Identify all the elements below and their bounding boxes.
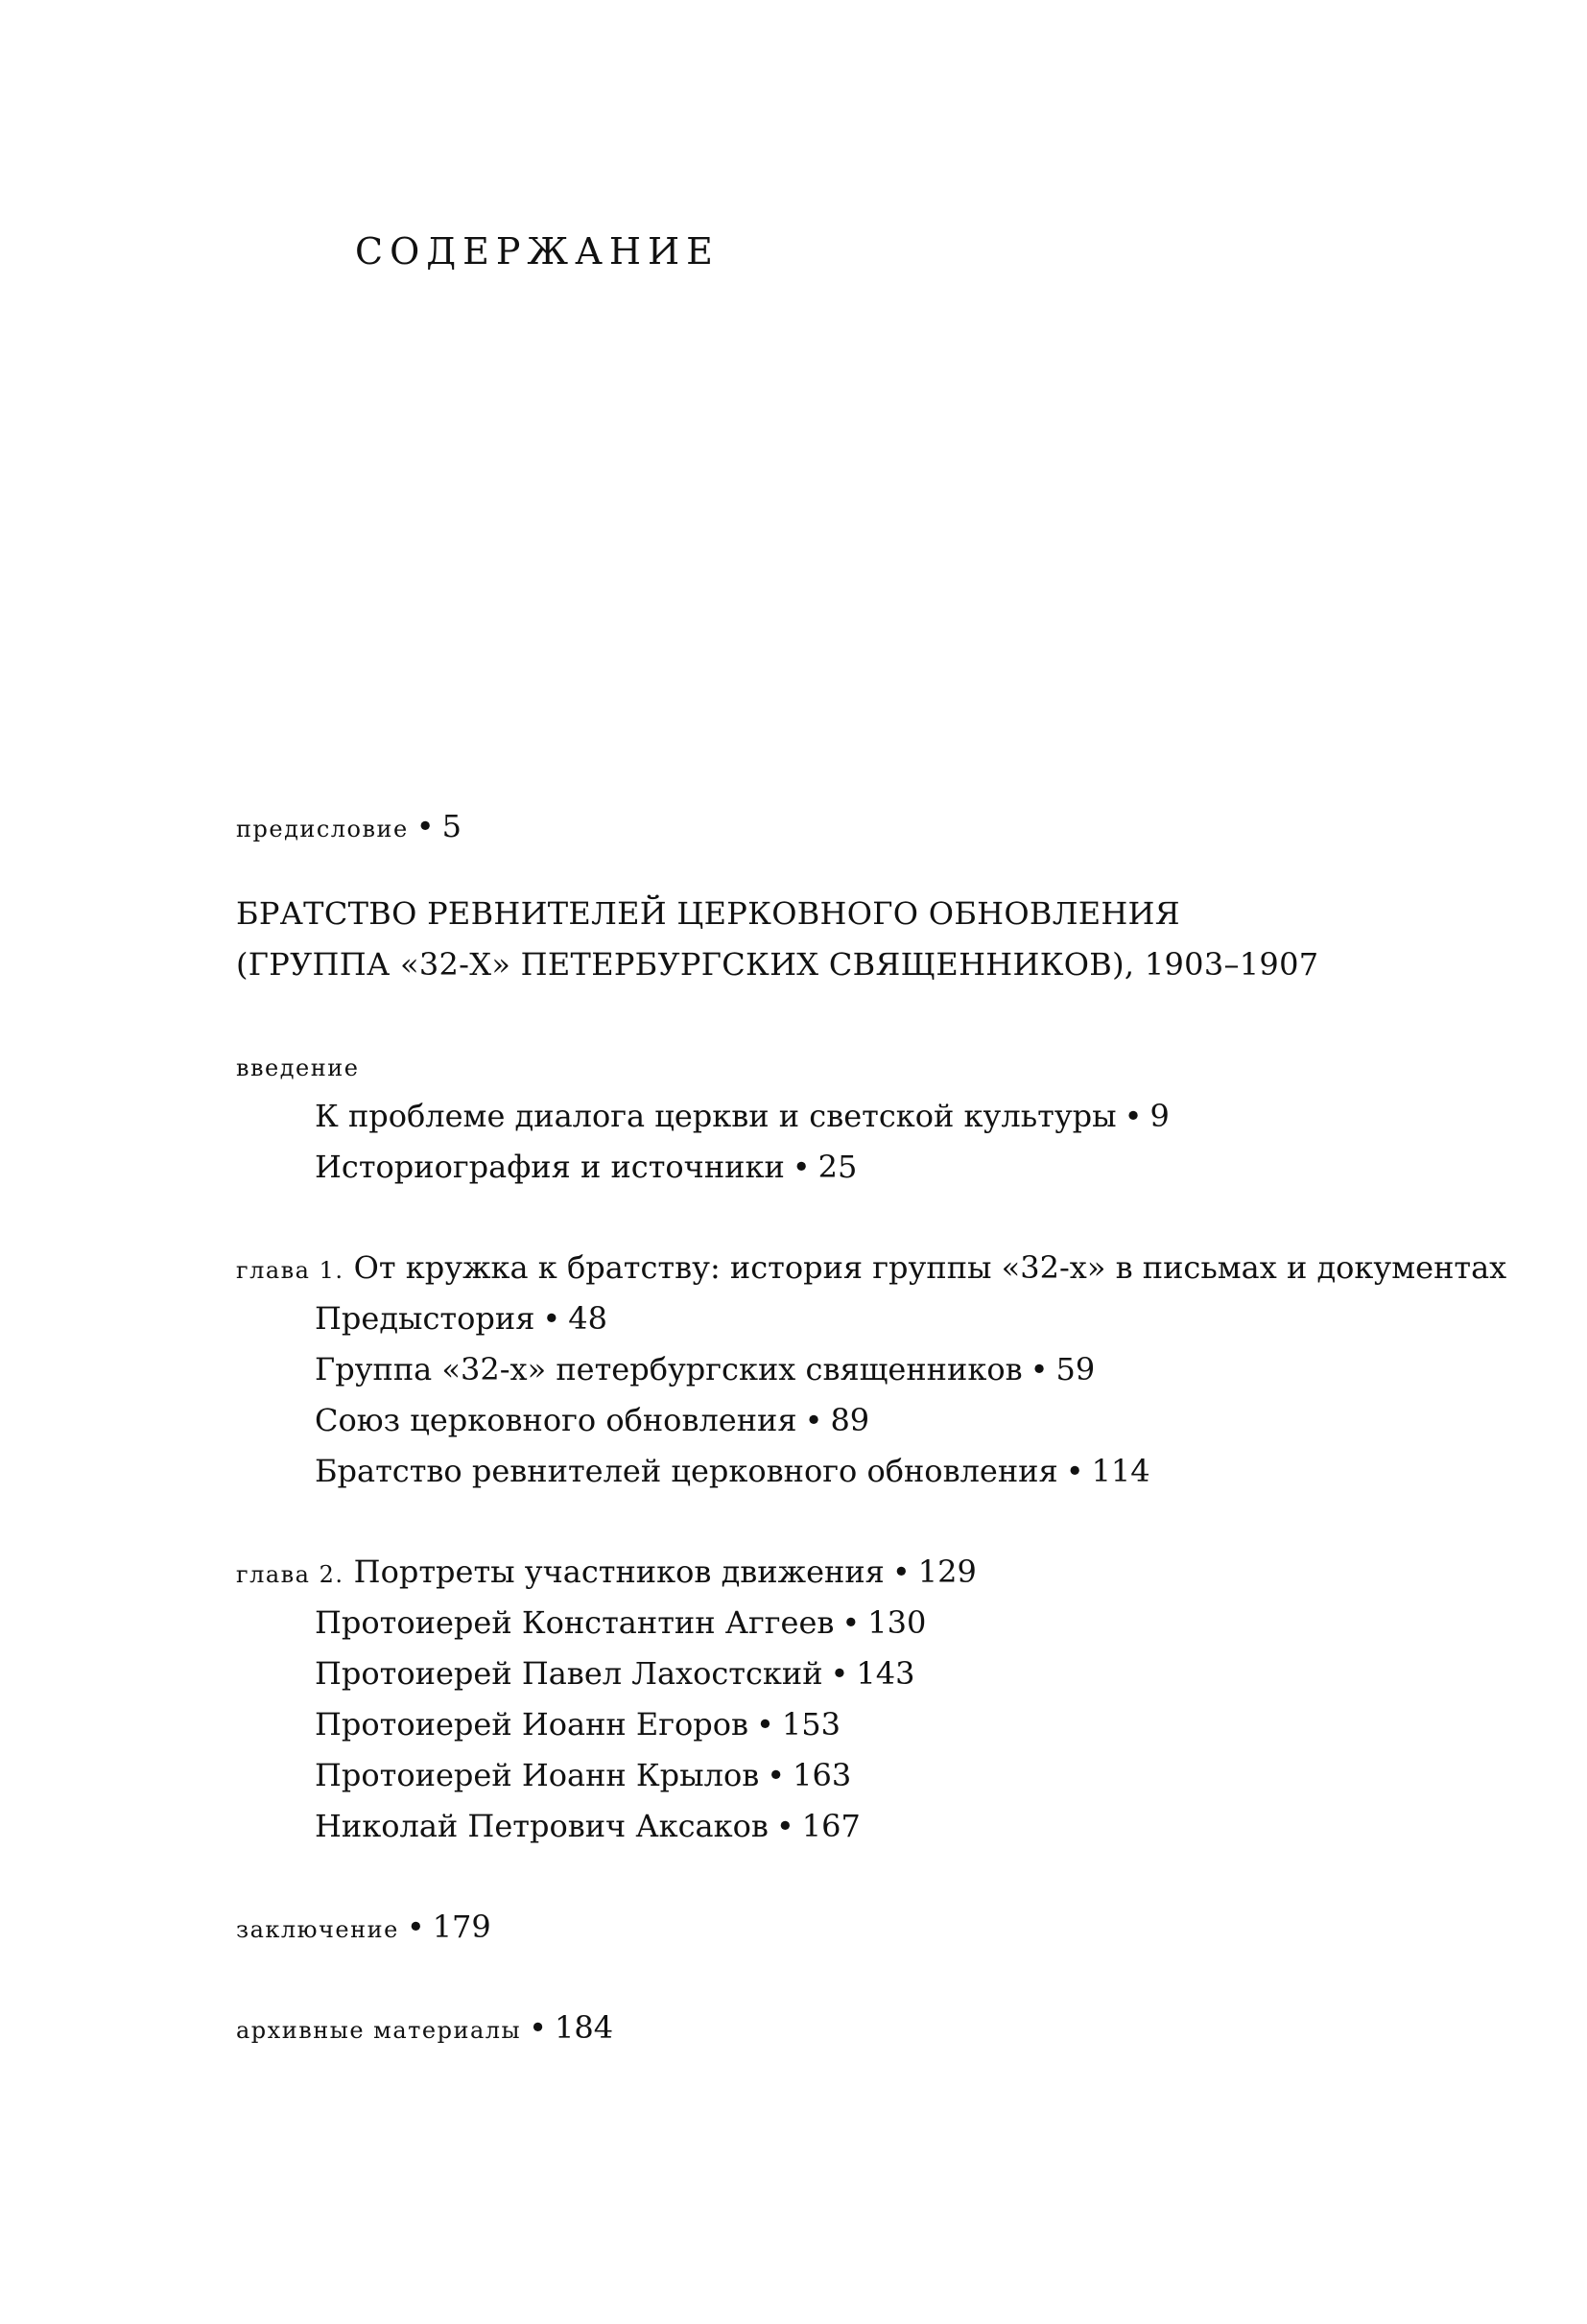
toc-heading-chapter-2[interactable]	[236, 1547, 1483, 1598]
toc-heading-chapter-1[interactable]	[236, 1243, 1507, 1293]
toc-entry-title: Протоиерей Иоанн Крылов	[315, 1757, 760, 1793]
page-number: 59	[1055, 1351, 1096, 1387]
toc-entry-title: Протоиерей Константин Аггеев	[315, 1604, 835, 1641]
page-number: 179	[432, 1909, 491, 1945]
toc-entry[interactable]	[236, 1699, 1483, 1750]
toc-entry-title: Николай Петрович Аксаков	[315, 1808, 769, 1844]
toc-entry[interactable]	[236, 1293, 1483, 1344]
separator-bullet: •	[775, 1808, 794, 1844]
separator-bullet: •	[406, 1909, 425, 1945]
separator-bullet: •	[792, 1149, 811, 1185]
separator-bullet: •	[415, 808, 435, 844]
toc-entry-title: Братство ревнителей церковного обновления	[315, 1453, 1058, 1489]
toc-heading-intro	[236, 1040, 1483, 1091]
toc-label: предисловие	[236, 816, 409, 842]
separator-bullet: •	[830, 1655, 849, 1692]
separator-bullet: •	[1030, 1351, 1049, 1387]
separator-bullet: •	[804, 1402, 823, 1438]
toc-entry-title: Протоиерей Павел Лахостский	[315, 1655, 823, 1692]
separator-bullet: •	[767, 1757, 786, 1793]
toc-entry-title: Группа «32-х» петербургских священников	[315, 1351, 1023, 1387]
toc-entry[interactable]	[236, 1142, 1483, 1193]
separator-bullet: •	[841, 1604, 861, 1641]
chapter-label: глава 2.	[236, 1561, 344, 1588]
page-number: 143	[856, 1655, 915, 1692]
toc-entry[interactable]	[236, 1395, 1483, 1446]
page-number: 9	[1149, 1098, 1170, 1134]
page-number: 5	[441, 808, 462, 844]
chapter-title: От кружка к братству: история группы «32-х» в письмах и документах	[353, 1249, 1507, 1286]
toc-entry[interactable]	[236, 1598, 1483, 1648]
page-number: 89	[830, 1402, 870, 1438]
toc-entry[interactable]	[236, 1801, 1483, 1852]
page-title: СОДЕРЖАНИЕ	[355, 230, 720, 273]
toc-entry[interactable]	[236, 1750, 1483, 1801]
separator-bullet: •	[1124, 1098, 1143, 1134]
page-number: 184	[555, 2009, 614, 2046]
separator-bullet: •	[529, 2009, 547, 2046]
page-number: 153	[781, 1706, 841, 1743]
toc-entry-archives[interactable]	[236, 2003, 1483, 2053]
page-number: 130	[867, 1604, 927, 1641]
toc-entry-title: Союз церковного обновления	[315, 1402, 797, 1438]
chapter-title: Портреты участников движения	[353, 1553, 885, 1590]
section-title-line-2: (ГРУППА «32-Х» ПЕТЕРБУРГСКИХ СВЯЩЕННИКОВ), 1903–1907	[236, 946, 1319, 983]
toc-entry-title: Историография и источники	[315, 1149, 785, 1185]
page-number: 114	[1091, 1453, 1150, 1489]
chapter-label: глава 1.	[236, 1257, 344, 1284]
toc-entry[interactable]	[236, 1344, 1483, 1395]
toc-entry-conclusion[interactable]	[236, 1902, 1483, 1953]
page-number: 25	[817, 1149, 858, 1185]
separator-bullet: •	[542, 1300, 561, 1337]
separator-bullet: •	[756, 1706, 774, 1743]
toc-entry-title: Протоиерей Иоанн Егоров	[315, 1706, 749, 1743]
toc-label: заключение	[236, 1916, 399, 1943]
toc-entry[interactable]	[236, 1091, 1483, 1142]
toc-entry-title: К проблеме диалога церкви и светской культуры	[315, 1098, 1117, 1134]
page-number: 129	[917, 1553, 977, 1590]
page-number: 167	[801, 1808, 861, 1844]
page-number: 48	[568, 1300, 607, 1337]
table-of-contents	[236, 801, 1507, 2053]
toc-entry[interactable]	[236, 1446, 1483, 1497]
toc-entry-title: Предыстория	[315, 1300, 535, 1337]
section-title-line-1: БРАТСТВО РЕВНИТЕЛЕЙ ЦЕРКОВНОГО ОБНОВЛЕНИЯ	[236, 895, 1180, 932]
separator-bullet: •	[1065, 1453, 1084, 1489]
toc-label: архивные материалы	[236, 2017, 522, 2044]
toc-label: введение	[236, 1055, 360, 1081]
page-number: 163	[793, 1757, 852, 1793]
toc-entry-preface[interactable]	[236, 801, 1483, 852]
toc-entry[interactable]	[236, 1648, 1483, 1699]
separator-bullet: •	[891, 1553, 911, 1590]
